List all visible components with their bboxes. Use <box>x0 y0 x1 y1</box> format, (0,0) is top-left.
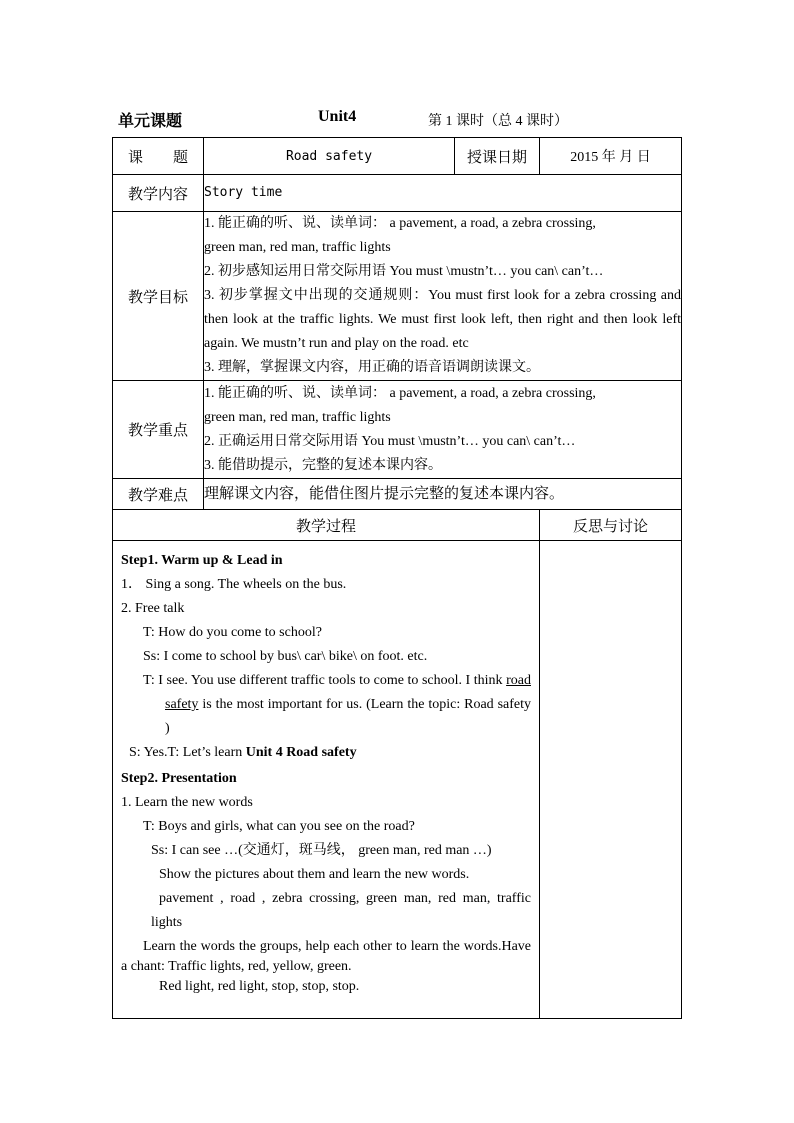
unit-label: 单元课题 <box>118 113 183 130</box>
difficulty-text: 理解课文内容，能借住图片提示完整的复述本课内容。 <box>204 479 682 510</box>
period-info: 第 1 课时（总 4 课时） <box>428 114 568 129</box>
road-safety-underlined: road safety <box>165 673 531 712</box>
content-label: 教学内容 <box>113 175 204 212</box>
objective-line-5: 3. 理解，掌握课文内容，用正确的语音语调朗读课文。 <box>204 360 540 375</box>
date-label: 授课日期 <box>455 138 540 175</box>
step1-teacher-q: T: How do you come to school? <box>143 625 322 640</box>
step1-lead-in <box>121 741 531 765</box>
step1-title: Step1. Warm up & Lead in <box>121 553 283 568</box>
keypoint-line-1: 1. 能正确的听、说、读单词： a pavement, a road, a zebra crossing, <box>204 385 596 401</box>
process-header: 教学过程 <box>113 510 540 541</box>
keypoints-row <box>113 381 682 479</box>
content-value: Story time <box>204 175 682 212</box>
keypoint-line-4: 3. 能借助提示，完整的复述本课内容。 <box>204 457 442 473</box>
keypoint-line-3: 2. 正确运用日常交际用语 You must \mustn’t… you can\ can’t… <box>204 433 576 449</box>
step2-teacher-q: T: Boys and girls, what can you see on the road? <box>143 819 415 834</box>
keypoint-line-2: green man, red man, traffic lights <box>204 409 391 425</box>
topic-label: 课 题 <box>113 138 204 175</box>
objectives-row <box>113 212 682 381</box>
keypoints-label: 教学重点 <box>113 381 204 479</box>
keypoints-content <box>204 381 682 479</box>
step1-item-1: 1． Sing a song. The wheels on the bus. <box>121 577 347 592</box>
step2-chant-line: Red light, red light, stop, stop, stop. <box>159 979 360 994</box>
step2-title: Step2. Presentation <box>121 771 237 786</box>
reflection-cell <box>540 541 682 1019</box>
difficulty-row <box>113 479 682 510</box>
topic-row <box>113 138 682 175</box>
step2-group-learning: Learn the words the groups, help each other to learn the words.Have a chant: Traffic lights, red, yellow, green. <box>121 939 531 974</box>
step1-item-2: 2. Free talk <box>121 601 185 616</box>
process-content <box>113 541 540 1019</box>
step2-item-1: 1. Learn the new words <box>121 795 253 810</box>
objective-line-4: 3. 初步掌握文中出现的交通规则：You must first look for a zebra crossing and then look at the traffic lights. We must first look left, then right and then look left again. We mustn’t run and play on the road. etc <box>204 288 681 351</box>
lead-in-text: S: Yes.T: Let’s learn <box>129 745 243 760</box>
step2-word-list: pavement , road , zebra crossing, green man, red man, traffic lights <box>151 891 531 930</box>
process-header-row <box>113 510 682 541</box>
teacher-talk-part-2: is the most important for us. (Learn the topic: Road safety ) <box>165 697 531 736</box>
step1-teacher-talk <box>121 669 531 741</box>
objective-line-2: green man, red man, traffic lights <box>204 240 391 255</box>
objectives-content <box>204 212 682 381</box>
difficulty-label: 教学难点 <box>113 479 204 510</box>
objective-line-3: 2. 初步感知运用日常交际用语 You must \mustn’t… you can\ can’t… <box>204 264 604 279</box>
lesson-plan-table <box>112 137 682 1019</box>
objective-line-1: 1. 能正确的听、说、读单词： a pavement, a road, a zebra crossing, <box>204 216 596 231</box>
step2-students-a: Ss: I can see …(交通灯，斑马线， green man, red man …) <box>151 843 492 858</box>
step2-show-pictures: Show the pictures about them and learn the new words. <box>159 867 470 882</box>
content-row <box>113 175 682 212</box>
lead-in-unit: Unit 4 Road safety <box>245 745 357 760</box>
teacher-talk-part-1: T: I see. You use different traffic tools to come to school. I think <box>143 673 503 688</box>
process-row <box>113 541 682 1019</box>
unit-title: Unit4 <box>318 108 357 125</box>
date-value: 2015 年 月 日 <box>540 138 682 175</box>
step1-students-a: Ss: I come to school by bus\ car\ bike\ on foot. etc. <box>143 649 428 664</box>
objectives-label: 教学目标 <box>113 212 204 381</box>
topic-value: Road safety <box>204 138 455 175</box>
reflection-header: 反思与讨论 <box>540 510 682 541</box>
